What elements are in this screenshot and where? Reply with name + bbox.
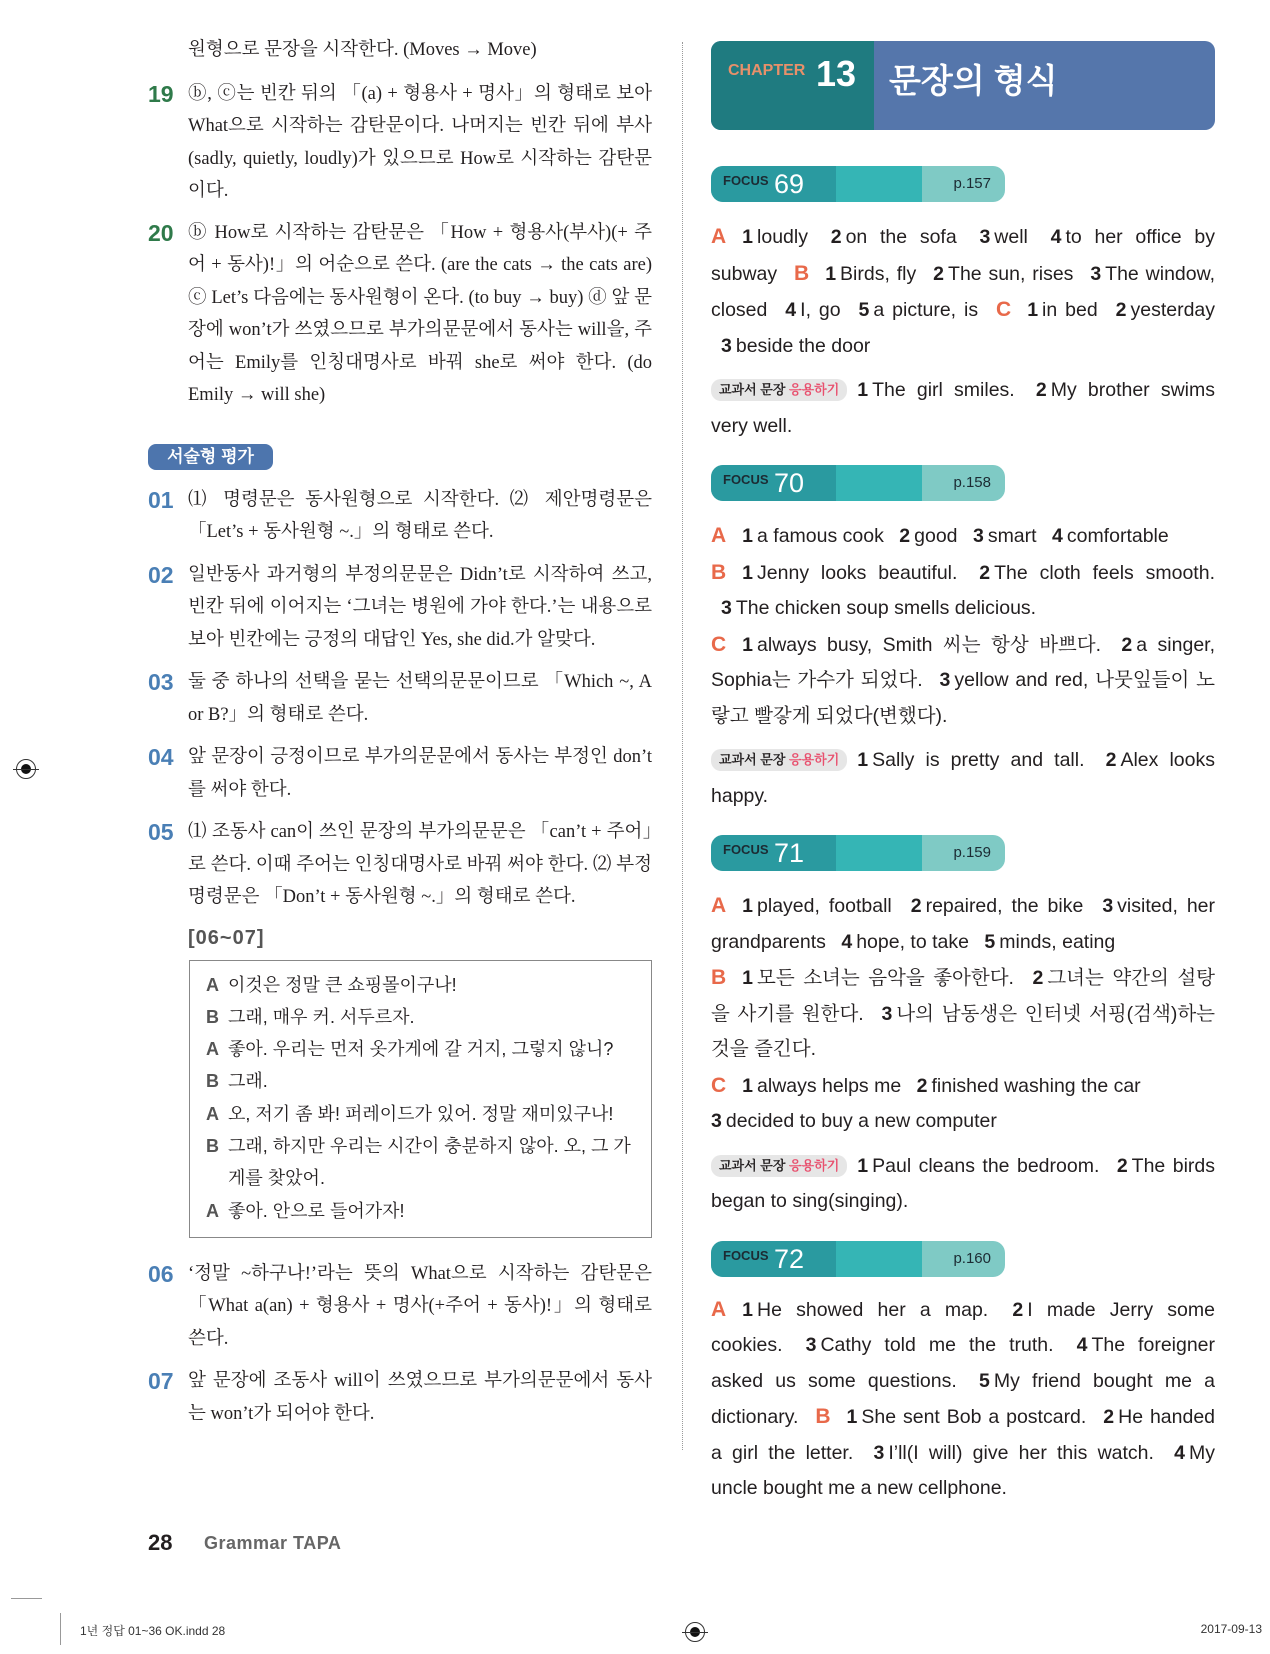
answer-number: 1: [857, 1154, 869, 1177]
dialog-line: [206, 1098, 637, 1130]
answer-text: 모든 소녀는 음악을 좋아한다.: [757, 967, 1014, 989]
answer-number: 3: [881, 1002, 893, 1025]
answer-text: decided to buy a new computer: [725, 1110, 997, 1132]
item-text: ⑴ 명령문은 동사원형으로 시작한다. ⑵ 제안명령문은 「Let’s + 동사원형 ~.」의 형태로 쓴다.: [188, 489, 652, 542]
answer-number: 2: [1116, 1154, 1128, 1177]
answer-number: 4: [1076, 1334, 1088, 1356]
book-title: Grammar TAPA: [204, 1533, 342, 1554]
chapter-number: 13: [816, 53, 857, 94]
answer-number: 5: [984, 930, 996, 953]
answer-text: well: [994, 226, 1028, 248]
dialog-text: 좋아. 안으로 들어가자!: [228, 1200, 405, 1221]
chapter-header: [711, 41, 1215, 130]
answer-number: 1: [825, 262, 837, 285]
item-number: 05: [148, 819, 174, 845]
answer-item-02: [148, 559, 652, 657]
answer-number: 2: [979, 561, 991, 584]
dialog-text: 좋아. 우리는 먼저 옷가게에 갈 거지, 그렇지 않니?: [228, 1039, 614, 1060]
answer-item-03: [148, 666, 652, 731]
section-letter: A: [711, 225, 727, 248]
item-number: 03: [148, 669, 174, 695]
answer-number: 2: [1105, 749, 1117, 771]
answer-number: 3: [805, 1334, 817, 1356]
answer-number: 1: [857, 379, 869, 401]
speaker-label: A: [206, 974, 219, 995]
answer-text: yellow and red, 나뭇잎들이 노랗고 빨갛게 되었다(변했다).: [711, 669, 1215, 727]
answer-text: beside the door: [735, 334, 871, 357]
answer-text: My friend bought me a dictionary.: [711, 1369, 1215, 1428]
dialog-line: [206, 969, 637, 1001]
answer-item-19: [148, 78, 652, 208]
answer-text: hope, to take: [856, 930, 969, 953]
answer-text: yesterday: [1130, 299, 1216, 321]
answer-number: 3: [972, 525, 984, 547]
item-text: 앞 문장에 조동사 will이 쓰였으므로 부가의문문에서 동사는 won’t가 되어야 한다.: [188, 1371, 652, 1424]
answer-item-07: [148, 1365, 652, 1430]
answer-text: 그녀는 약간의 설탕을 사기를 원한다.: [711, 967, 1216, 1025]
answer-number: 2: [1035, 379, 1047, 401]
answer-text: The chicken soup smells delicious.: [735, 597, 1037, 619]
left-column: [148, 34, 652, 1560]
answer-text: minds, eating: [999, 930, 1116, 953]
focus-72-answers: [711, 1292, 1215, 1507]
focus-page-ref: p.157: [953, 175, 991, 192]
column-divider: [682, 42, 683, 1450]
answer-item-05: [148, 816, 652, 914]
speaker-label: B: [206, 1071, 219, 1092]
focus-number: 70: [774, 468, 805, 498]
section-letter: C: [711, 1073, 727, 1097]
answer-number: 2: [830, 226, 842, 248]
answer-number: 3: [979, 226, 991, 248]
answer-number: 2: [1115, 299, 1127, 321]
focus-page-ref: p.160: [953, 1249, 991, 1267]
answer-number: 5: [858, 299, 870, 321]
item-number: 19: [148, 80, 174, 107]
answer-number: 1: [1027, 299, 1039, 321]
answer-number: 3: [721, 334, 732, 357]
answer-text: He showed her a map.: [757, 1298, 989, 1321]
answer-number: 1: [857, 749, 869, 771]
answer-text: The foreigner asked us some questions.: [711, 1334, 1216, 1392]
right-column: [711, 41, 1215, 1507]
dialog-line: [206, 1033, 637, 1065]
section-letter: A: [711, 894, 727, 917]
page-footer: [148, 1530, 652, 1560]
section-letter: A: [711, 1297, 727, 1321]
question-range-label: [06~07]: [188, 926, 265, 949]
focus-header-71: [711, 835, 1005, 871]
answer-number: 2: [1121, 633, 1133, 656]
focus-page-ref: p.158: [953, 474, 991, 491]
item-text: ‘정말 ~하구나!’라는 뜻의 What으로 시작하는 감탄문은 「What a(an) + 형용사 + 명사(+주어 + 동사)!」의 형태로 쓴다.: [188, 1263, 652, 1349]
crop-mark: [11, 1598, 42, 1599]
dialog-text: 그래, 하지만 우리는 시간이 충분하지 않아. 오, 그 가게를 찾았어.: [228, 1135, 631, 1189]
item-number: 20: [148, 219, 174, 246]
item-number: 02: [148, 561, 174, 588]
section-letter: C: [996, 298, 1012, 321]
answer-number: 1: [742, 226, 754, 248]
answer-number: 2: [910, 895, 922, 917]
answer-text: I’ll(I will) give her this watch.: [888, 1441, 1154, 1464]
print-date: 2017-09-13: [1200, 1622, 1262, 1636]
answer-number: 1: [742, 967, 754, 989]
answer-text: to her office by subway: [711, 226, 1215, 285]
answer-text: He handed a girl the letter.: [711, 1406, 1216, 1464]
item-text: ⑴ 조동사 can이 쓰인 문장의 부가의문문은 「can’t + 주어」로 쓴다. 이때 주어는 인칭대명사로 바꿔 써야 한다. ⑵ 부정명령문은 「Don’t + 동사원형 ~.」의 형태로 쓴다.: [188, 822, 652, 907]
focus-69-answers: [711, 219, 1215, 364]
answer-number: 4: [785, 299, 797, 321]
dialog-line: [206, 1130, 637, 1195]
answer-number: 2: [1032, 967, 1044, 989]
textbook-tag: 교과서 문장 응용하기: [711, 749, 847, 771]
section-letter: B: [794, 261, 810, 285]
dialog-text: 이것은 정말 큰 쇼핑몰이구나!: [228, 974, 457, 995]
focus-word: FOCUS: [723, 1247, 769, 1263]
answer-text: Cathy told me the truth.: [820, 1334, 1054, 1356]
item-text: 앞 문장이 긍정이므로 부가의문문에서 동사는 부정인 don’t를 써야 한다.: [188, 747, 652, 800]
textbook-tag: 교과서 문장 응용하기: [711, 1155, 847, 1177]
answer-text: comfortable: [1066, 525, 1169, 547]
section-letter: A: [711, 524, 727, 547]
answer-text: visited, her grandparents: [711, 895, 1216, 953]
focus-header-69: [711, 166, 1005, 202]
dialog-line: [206, 1195, 637, 1227]
answer-text: loudly: [757, 226, 808, 248]
speaker-label: A: [206, 1103, 219, 1124]
answer-text: My uncle bought me a new cellphone.: [711, 1441, 1216, 1499]
section-letter: B: [711, 560, 727, 584]
answer-number: 4: [1051, 525, 1063, 547]
answer-text: always helps me: [757, 1074, 902, 1097]
item-number: 07: [148, 1368, 174, 1395]
dialog-text: 그래, 매우 커. 서두르자.: [228, 1006, 415, 1027]
dialog-box: [189, 960, 652, 1238]
answer-number: 2: [933, 262, 945, 285]
answer-item-01: [148, 484, 652, 549]
focus-70-textbook: [711, 743, 1215, 814]
focus-69-textbook: [711, 373, 1215, 444]
focus-word: FOCUS: [723, 472, 769, 487]
focus-number: 72: [774, 1243, 805, 1274]
section-badge: 서술형 평가: [148, 444, 273, 470]
dialog-text: 그래.: [228, 1071, 268, 1092]
answer-item-20: [148, 217, 652, 412]
answer-text: I made Jerry some cookies.: [711, 1298, 1215, 1356]
answer-item-04: [148, 741, 652, 806]
item-number: 01: [148, 486, 174, 513]
answer-text: on the sofa: [845, 226, 957, 248]
answer-text: a singer, Sophia는 가수가 되었다.: [711, 633, 1215, 691]
answer-text: smart: [987, 525, 1037, 547]
dialog-line: [206, 1065, 637, 1097]
focus-71-textbook: [711, 1149, 1215, 1220]
focus-71-answers: [711, 888, 1215, 1140]
answer-text: finished washing the car: [931, 1074, 1141, 1097]
answer-number: 2: [1103, 1406, 1115, 1428]
answer-text: a famous cook: [757, 525, 884, 547]
item-text: 일반동사 과거형의 부정의문문은 Didn’t로 시작하여 쓰고, 빈칸 뒤에 이어지는 ‘그녀는 병원에 가야 한다.’는 내용으로 보아 빈칸에는 긍정의 대답인 Yes, she did.가 알맞다.: [188, 564, 652, 650]
answer-number: 1: [846, 1406, 858, 1428]
answer-item-06: [148, 1258, 652, 1356]
focus-number: 69: [774, 169, 805, 199]
answer-number: 3: [939, 669, 951, 691]
answer-number: 1: [742, 633, 754, 656]
answer-number: 3: [1102, 895, 1114, 917]
speaker-label: B: [206, 1006, 219, 1027]
answer-text: a picture, is: [873, 299, 979, 321]
answer-text: She sent Bob a postcard.: [861, 1406, 1087, 1428]
answer-text: Alex looks happy.: [711, 749, 1216, 807]
section-letter: C: [711, 632, 727, 656]
answer-text: played, football: [757, 895, 892, 917]
focus-word: FOCUS: [723, 842, 769, 857]
answer-number: 1: [742, 895, 754, 917]
focus-header-70: [711, 465, 1005, 501]
answer-text: Birds, fly: [840, 262, 917, 285]
answer-number: 4: [1050, 226, 1062, 248]
item-number: 06: [148, 1260, 174, 1287]
section-letter: B: [711, 966, 727, 989]
answer-number: 4: [1174, 1441, 1186, 1464]
answer-number: 2: [916, 1074, 928, 1097]
focus-number: 71: [774, 838, 805, 868]
answer-text: I, go: [800, 299, 841, 321]
answer-number: 4: [841, 930, 853, 953]
chapter-title: 문장의 형식: [889, 62, 1058, 99]
answer-text: 나의 남동생은 인터넷 서핑(검색)하는 것을 즐긴다.: [711, 1002, 1215, 1060]
dialog-line: [206, 1001, 637, 1033]
item-text: 둘 중 하나의 선택을 묻는 선택의문문이므로 「Which ~, A or B?」의 형태로 쓴다.: [188, 672, 652, 725]
file-slug: 1년 정답 01~36 OK.indd 28: [80, 1624, 226, 1638]
item-text: ⓑ, ⓒ는 빈칸 뒤의 「(a) + 형용사 + 명사」의 형태로 보아 What으로 시작하는 감탄문이다. 나머지는 빈칸 뒤에 부사(sadly, quietly, loudly)가 있으므로 How로 시작하는 감탄문이다.: [188, 83, 652, 201]
page-number: 28: [148, 1530, 173, 1556]
crop-mark: [60, 1613, 61, 1645]
answer-text: in bed: [1042, 299, 1098, 321]
answer-number: 3: [1090, 262, 1102, 285]
answer-text: Sally is pretty and tall.: [872, 749, 1085, 771]
answer-text: Jenny looks beautiful.: [757, 561, 958, 584]
section-letter: B: [815, 1405, 831, 1428]
focus-70-answers: [711, 518, 1215, 734]
answer-number: 1: [742, 1074, 754, 1097]
chapter-label: CHAPTER: [728, 62, 806, 79]
answer-number: 2: [899, 525, 911, 547]
textbook-tag: 교과서 문장 응용하기: [711, 379, 847, 401]
answer-number: 3: [873, 1441, 885, 1464]
registration-mark-icon: [685, 1622, 705, 1642]
speaker-label: A: [206, 1039, 219, 1060]
answer-number: 1: [742, 561, 754, 584]
focus-word: FOCUS: [723, 173, 769, 188]
answer-text: The sun, rises: [948, 262, 1074, 285]
answer-text: The cloth feels smooth.: [994, 561, 1215, 584]
answer-text: The birds began to sing(singing).: [711, 1154, 1215, 1212]
continuation-text: 원형으로 문장을 시작한다. (Moves → Move): [188, 40, 537, 60]
answer-number: 5: [979, 1369, 990, 1392]
answer-text: Paul cleans the bedroom.: [872, 1154, 1100, 1177]
speaker-label: A: [206, 1200, 219, 1221]
item-number: 04: [148, 744, 174, 770]
speaker-label: B: [206, 1135, 219, 1156]
registration-mark-icon: [16, 759, 36, 779]
answer-text: The window, closed: [711, 262, 1216, 321]
answer-number: 1: [742, 1298, 754, 1321]
answer-text: repaired, the bike: [925, 895, 1084, 917]
answer-number: 1: [742, 525, 754, 547]
focus-header-72: [711, 1241, 1005, 1277]
item-text: ⓑ How로 시작하는 감탄문은 「How + 형용사(부사)(+ 주어 + 동사)!」의 어순으로 쓴다. (are the cats → the cats are) ⓒ Let’s 다음에는 동사원형이 온다. (to buy → buy) ⓓ 앞 문장에 won’t가 쓰였으므로 부가의문문에서 동사는 will을, 주어는 Emily를 인칭대명사로 바꿔 she로 써야 한다. (do Emily → will she): [188, 222, 652, 405]
answer-number: 2: [1012, 1298, 1024, 1321]
answer-number: 3: [721, 597, 732, 619]
answer-text: My brother swims very well.: [711, 379, 1215, 437]
answer-number: 3: [711, 1110, 722, 1132]
dialog-text: 오, 저기 좀 봐! 퍼레이드가 있어. 정말 재미있구나!: [228, 1103, 614, 1124]
answer-text: good: [914, 525, 958, 547]
focus-page-ref: p.159: [953, 844, 991, 861]
answer-text: The girl smiles.: [872, 379, 1015, 401]
answer-text: always busy, Smith 씨는 항상 바쁘다.: [757, 633, 1101, 656]
